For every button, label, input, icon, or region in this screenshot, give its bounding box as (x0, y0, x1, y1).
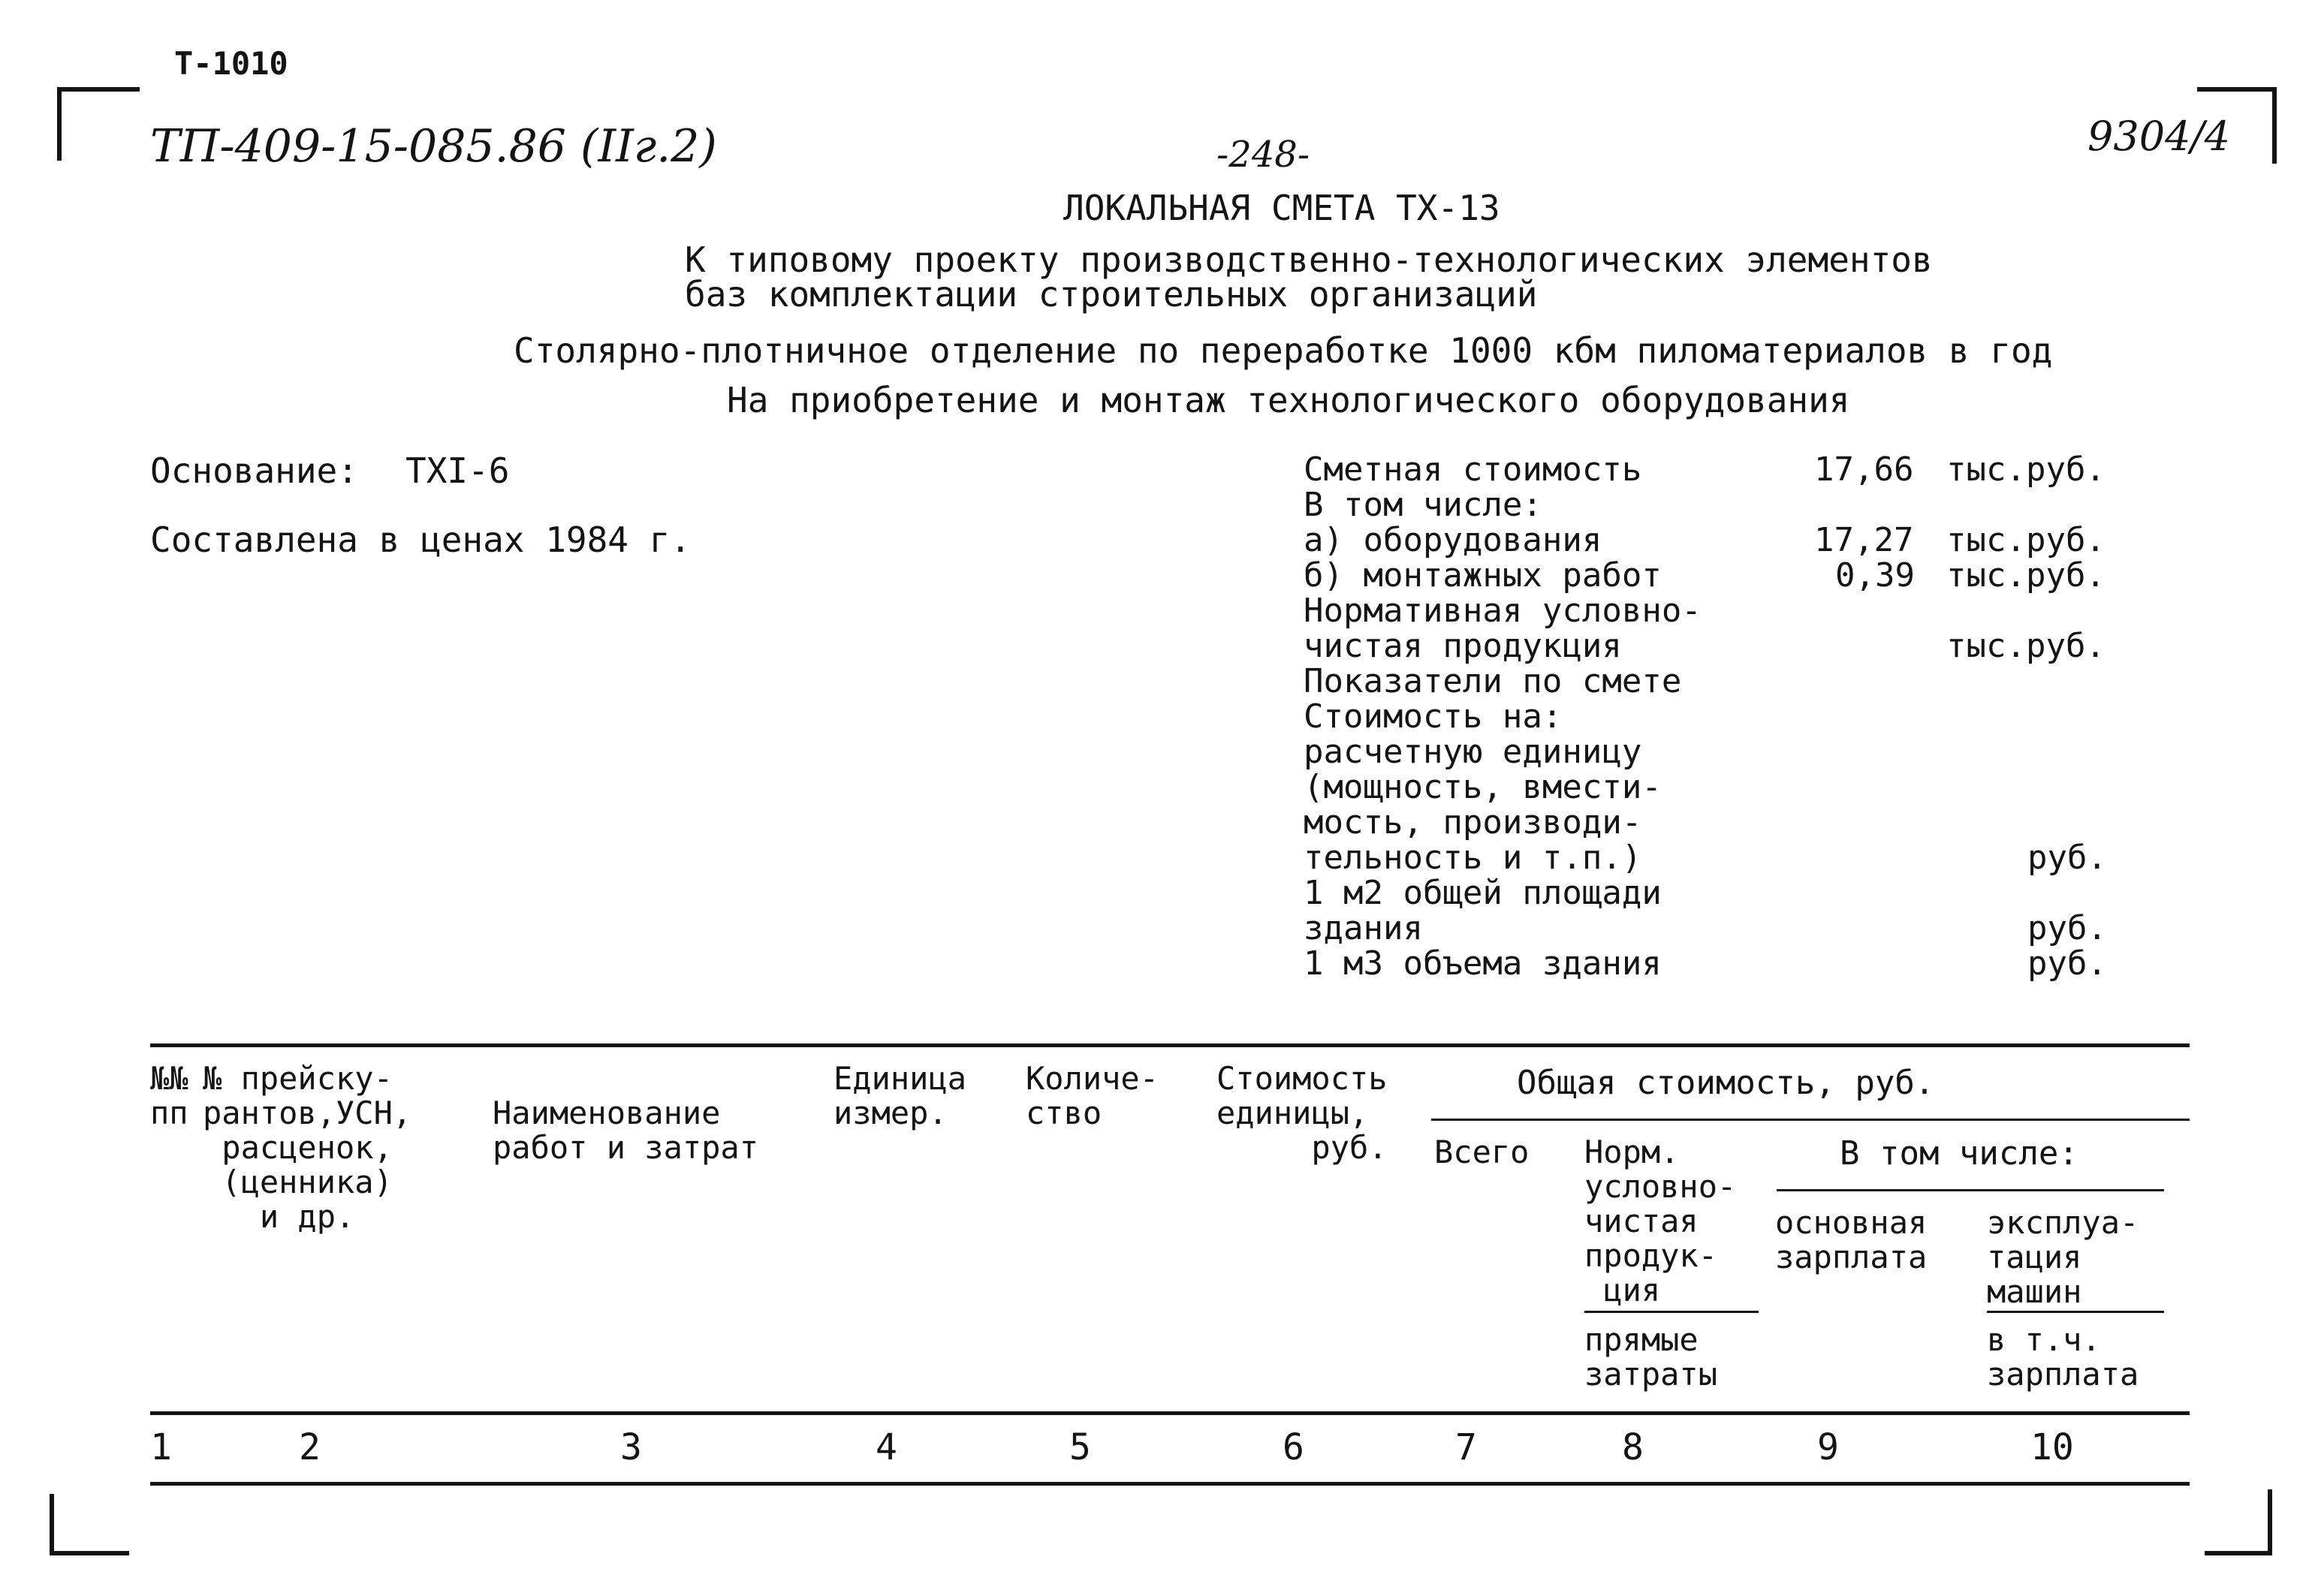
basis-value: ТХI-6 (405, 450, 510, 491)
col-number-3: 3 (620, 1426, 642, 1468)
subtitle-organizations: баз комплектации строительных организаций (685, 274, 1538, 315)
header-col-4: Единица измер. (833, 1060, 967, 1131)
m3-rub: руб. (2027, 944, 2107, 983)
header-col-9: основная зарплата (1775, 1204, 1928, 1275)
equipment-unit: тыс.руб. (1946, 521, 2106, 559)
corner-bottom-left (50, 1494, 129, 1555)
header-col-2: № прейску- рантов,УСН, расценок, (ценника) и др. (203, 1060, 412, 1235)
subtitle-project: К типовому проекту производственно-технологических элементов (685, 239, 1933, 280)
unit-line-3: мость, производи- (1304, 803, 1642, 842)
prices-note: Составлена в ценах 1984 г. (150, 519, 692, 560)
col-number-2: 2 (299, 1426, 321, 1468)
equipment-value: 17,27 (1814, 521, 1914, 559)
unit-line-4: тельность и т.п.) (1304, 839, 1642, 877)
header-col-3: Наименование работ и затрат (493, 1095, 759, 1166)
subtitle-department: Столярно-плотничное отделение по переработке 1000 кбм пиломатериалов в год (514, 330, 2053, 371)
col-8-divider (1584, 1311, 1759, 1313)
table-top-rule (150, 1043, 2190, 1047)
col-number-10: 10 (2030, 1426, 2074, 1468)
header-total-group: Общая стоимость, руб. (1517, 1064, 1935, 1102)
unit-line-1: расчетную единицу (1304, 733, 1642, 771)
estimated-cost-value: 17,66 (1814, 450, 1914, 489)
header-incl-group: В том числе: (1840, 1134, 2078, 1173)
total-group-rule (1431, 1119, 2190, 1121)
header-col-10-bottom: в т.ч. зарплата (1987, 1321, 2139, 1393)
corner-top-left (57, 87, 140, 161)
subtitle-purpose: На приобретение и монтаж технологического оборудования (727, 380, 1850, 420)
col-number-6: 6 (1283, 1426, 1304, 1468)
normative-label-1: Нормативная условно- (1304, 592, 1702, 630)
page-number: -248- (1216, 134, 1310, 176)
estimated-cost-unit: тыс.руб. (1946, 450, 2106, 489)
installation-label: б) монтажных работ (1304, 556, 1662, 595)
unit-line-2: (мощность, вмести- (1304, 768, 1662, 806)
m2-line-2: здания (1304, 909, 1423, 947)
document-title: ЛОКАЛЬНАЯ СМЕТА ТХ-13 (1063, 188, 1500, 228)
col-number-5: 5 (1069, 1426, 1091, 1468)
m3-line: 1 м3 объема здания (1304, 944, 1662, 983)
archive-stamp: 9304/4 (2087, 113, 2230, 160)
col-number-7: 7 (1455, 1426, 1477, 1468)
col-number-8: 8 (1622, 1426, 1644, 1468)
col-number-4: 4 (876, 1426, 897, 1468)
m2-line-1: 1 м2 общей площади (1304, 874, 1662, 912)
header-col-8-top: Норм. условно- чистая продук- ция (1584, 1134, 1737, 1308)
m2-rub: руб. (2027, 909, 2107, 947)
estimated-cost-label: Сметная стоимость (1304, 450, 1642, 489)
unit-rub: руб. (2027, 839, 2107, 877)
normative-unit: тыс.руб. (1946, 627, 2106, 665)
document-code: Т-1010 (174, 45, 288, 82)
normative-label-2: чистая продукция (1304, 627, 1622, 665)
col-number-1: 1 (150, 1426, 172, 1468)
header-col-1: №№ пп (150, 1060, 188, 1131)
incl-group-rule (1777, 1189, 2164, 1191)
table-bottom-rule (150, 1482, 2190, 1486)
equipment-label: а) оборудования (1304, 521, 1602, 559)
installation-value: 0,39 (1835, 556, 1915, 595)
indicators-label: Показатели по смете (1304, 662, 1682, 700)
installation-unit: тыс.руб. (1946, 556, 2106, 595)
project-code: ТП-409-15-085.86 (IIг.2) (150, 120, 717, 173)
header-col-5: Количе- ство (1026, 1060, 1159, 1131)
table-header-rule (150, 1411, 2190, 1415)
header-col-7: Всего (1434, 1134, 1530, 1170)
including-label: В том числе: (1304, 486, 1542, 524)
header-col-8-bottom: прямые затраты (1584, 1321, 1718, 1393)
col-10-divider (1987, 1311, 2164, 1313)
basis-label: Основание: (150, 450, 358, 491)
corner-bottom-right (2205, 1489, 2272, 1555)
header-col-6: Стоимость единицы, руб. (1216, 1060, 1388, 1166)
cost-per-label: Стоимость на: (1304, 697, 1563, 736)
col-number-9: 9 (1817, 1426, 1839, 1468)
header-col-10-top: эксплуа- тация машин (1987, 1204, 2139, 1310)
